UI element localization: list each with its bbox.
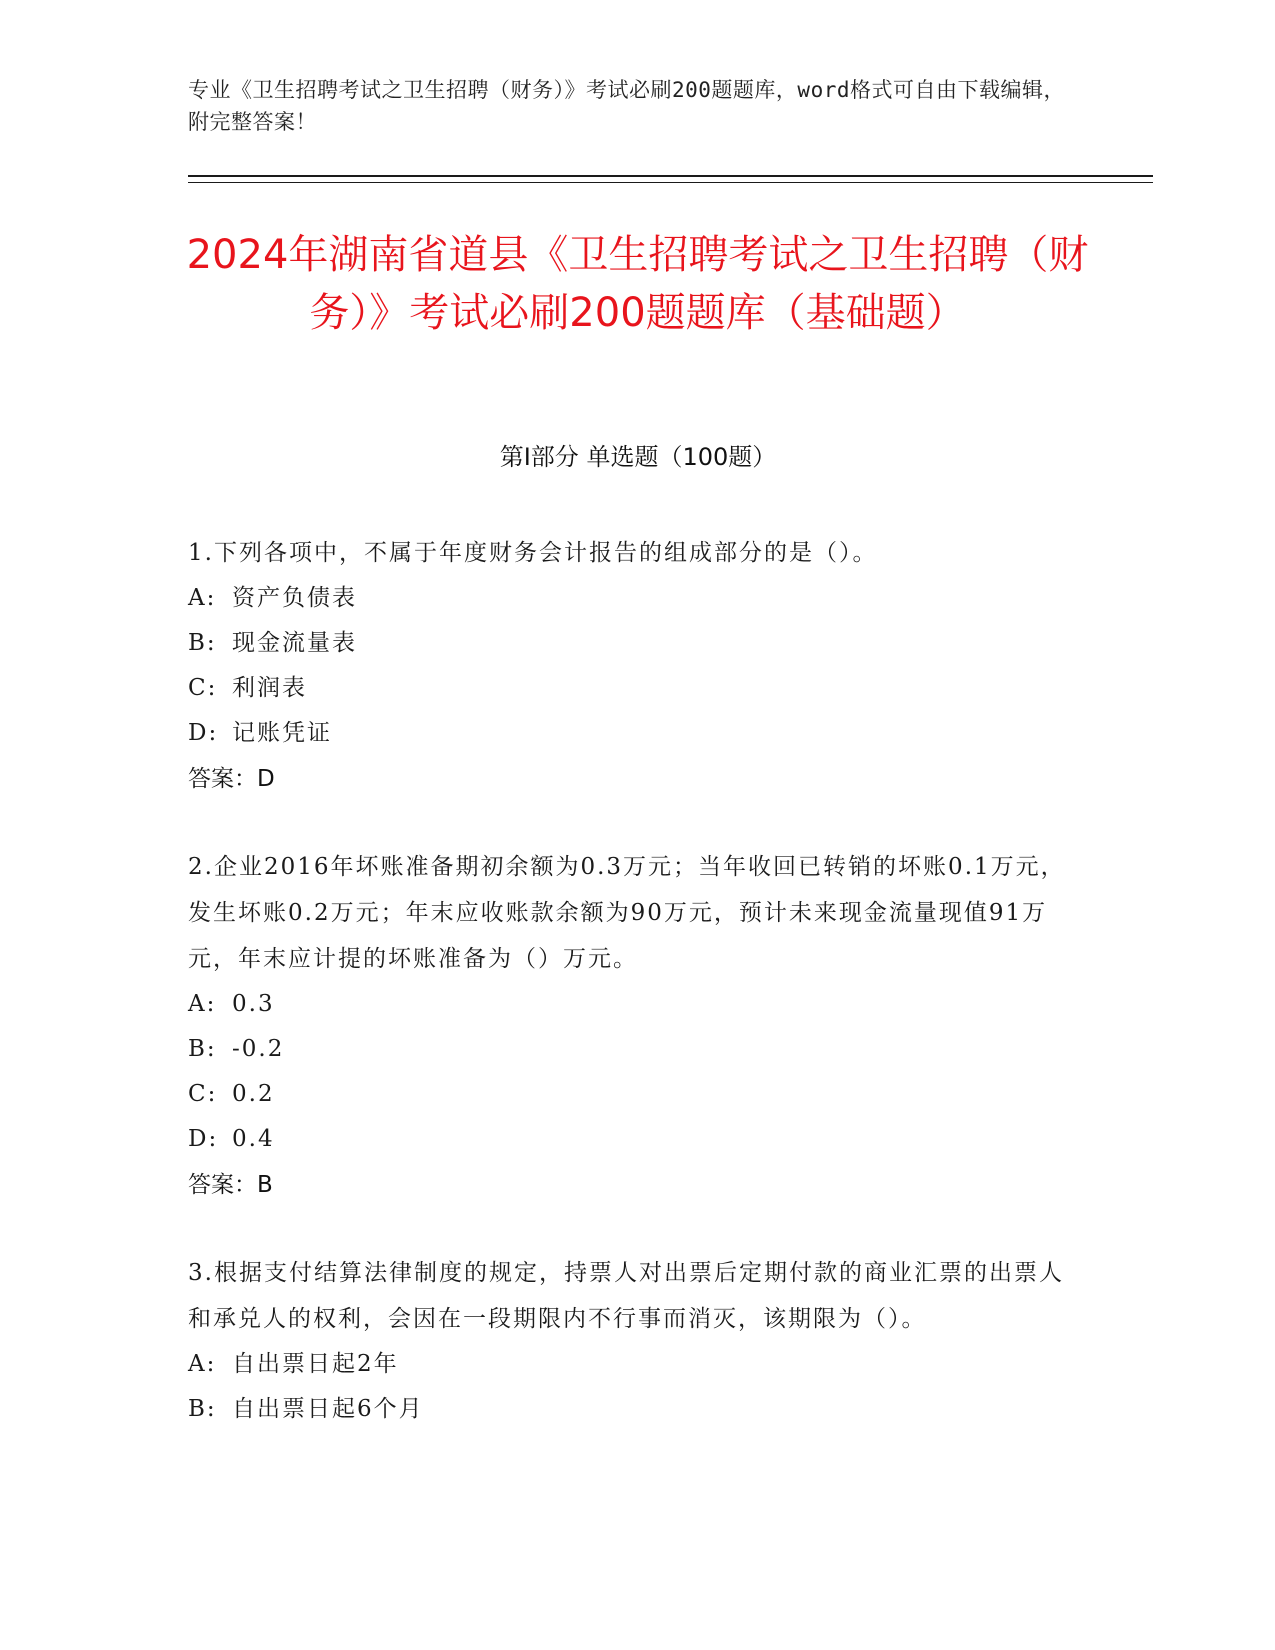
option-letter: D: — [188, 720, 219, 746]
option-text: 自出票日起6个月 — [232, 1396, 424, 1422]
document-title: 2024年湖南省道县《卫生招聘考试之卫生招聘（财务）》考试必刷200题题库（基础题） — [186, 232, 1089, 336]
option-item — [188, 1027, 1078, 1072]
option-list — [188, 982, 1078, 1162]
option-item — [188, 982, 1078, 1027]
question-stem: 2.企业2016年坏账准备期初余额为0.3万元；当年收回已转销的坏账0.1万元，发生坏账0.2万元；年末应收账款余额为90万元，预计未来现金流量现值91万元，年末应计提的坏账准备为（）万元。 — [188, 854, 1066, 972]
option-letter: C: — [188, 675, 218, 701]
option-item — [188, 1117, 1078, 1162]
option-text: 现金流量表 — [232, 630, 357, 656]
question-item — [188, 1250, 1078, 1432]
question-item — [188, 844, 1078, 1208]
option-text: 利润表 — [232, 675, 307, 701]
option-letter: D: — [188, 1126, 219, 1152]
question-stem: 1.下列各项中，不属于年度财务会计报告的组成部分的是（）。 — [188, 540, 878, 566]
option-text: 记账凭证 — [232, 720, 332, 746]
option-list — [188, 1342, 1078, 1432]
option-letter: A: — [188, 1351, 217, 1377]
option-letter: B: — [188, 1036, 217, 1062]
option-text: 0.4 — [232, 1126, 275, 1152]
option-text: 资产负债表 — [232, 585, 357, 611]
option-item — [188, 1072, 1078, 1117]
option-letter: A: — [188, 991, 217, 1017]
section-heading: 第Ⅰ部分 单选题（100题） — [499, 443, 777, 471]
question-item — [188, 530, 1078, 802]
option-letter: B: — [188, 630, 217, 656]
option-letter: A: — [188, 585, 217, 611]
option-text: 自出票日起2年 — [232, 1351, 399, 1377]
option-item — [188, 1342, 1078, 1387]
option-item — [188, 1387, 1078, 1432]
option-item — [188, 621, 1078, 666]
header-note: 专业《卫生招聘考试之卫生招聘（财务）》考试必刷200题题库，word格式可自由下载编辑，附完整答案！ — [188, 78, 1065, 134]
question-list — [188, 530, 1078, 1474]
option-item — [188, 666, 1078, 711]
answer-line: 答案：B — [188, 1172, 273, 1198]
option-item — [188, 711, 1078, 756]
option-text: 0.2 — [232, 1081, 275, 1107]
option-item — [188, 576, 1078, 621]
answer-line: 答案：D — [188, 766, 275, 792]
header-rule-thick — [188, 175, 1153, 177]
option-list — [188, 576, 1078, 756]
option-letter: B: — [188, 1396, 217, 1422]
header-rule-thin — [188, 182, 1153, 183]
option-text: 0.3 — [232, 991, 275, 1017]
option-letter: C: — [188, 1081, 218, 1107]
option-text: -0.2 — [232, 1036, 285, 1062]
question-stem: 3.根据支付结算法律制度的规定，持票人对出票后定期付款的商业汇票的出票人和承兑人的权利，会因在一段期限内不行事而消灭，该期限为（）。 — [188, 1260, 1064, 1332]
